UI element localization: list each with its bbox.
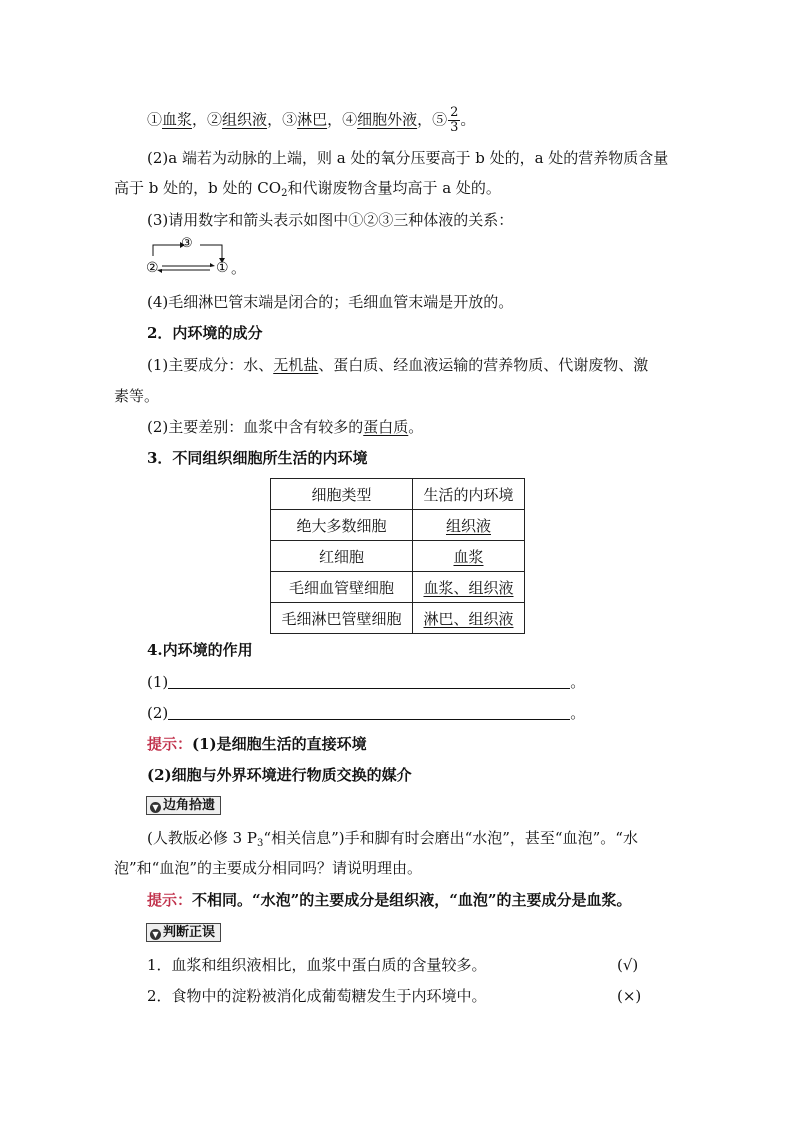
tag-label-extra: 边角拾遗 bbox=[163, 798, 216, 813]
table-header-cell: 生活的内环境 bbox=[413, 479, 525, 510]
question-text-a: (人教版必修 3 P bbox=[147, 829, 258, 847]
table-cell-environment bbox=[413, 541, 525, 572]
table-header-row bbox=[271, 479, 525, 510]
s2-p1-text-b: 、蛋白质、经血液运输的营养物质、代谢废物、激 bbox=[318, 356, 649, 374]
arrow-3-to-1 bbox=[200, 245, 222, 260]
hint-1-text: (1)是细胞生活的直接环境 bbox=[192, 735, 367, 753]
table-cell-cell-type: 绝大多数细胞 bbox=[271, 510, 413, 541]
item-2-text-a: 高于 b 处的，b 处的 CO bbox=[114, 179, 282, 197]
table-answer: 组织液 bbox=[445, 516, 491, 535]
answer-label: 提示： bbox=[147, 891, 193, 909]
hint-line-1 bbox=[147, 734, 367, 754]
blank-1-label: (1) bbox=[147, 673, 169, 691]
question-line-2: 泡”和“血泡”的主要成分相同吗？请说明理由。 bbox=[114, 859, 423, 877]
blank-2-label: (2) bbox=[147, 704, 169, 722]
table-cell-cell-type: 毛细淋巴管壁细胞 bbox=[271, 603, 413, 634]
diagram-node-2: ② bbox=[146, 260, 159, 276]
fraction bbox=[448, 106, 460, 135]
table-header-cell: 细胞类型 bbox=[271, 479, 413, 510]
tag-box-judge bbox=[146, 923, 221, 942]
table-row bbox=[271, 603, 525, 634]
answer-blood-plasma: 血浆 bbox=[162, 110, 193, 129]
question-line-1 bbox=[147, 828, 638, 854]
answer-line bbox=[147, 890, 632, 910]
table-row bbox=[271, 510, 525, 541]
answer-lymph: 淋巴 bbox=[297, 110, 328, 129]
judge-mark-1: (√) bbox=[617, 956, 639, 974]
item-3: (3)请用数字和箭头表示如图中①②③三种体液的关系： bbox=[147, 211, 514, 229]
blank-line-2 bbox=[147, 703, 585, 723]
diagram-node-1: ① bbox=[216, 260, 229, 276]
section-4-title: 4.内环境的作用 bbox=[147, 641, 253, 659]
page-subscript: 3 bbox=[257, 838, 264, 849]
table-row bbox=[271, 572, 525, 603]
item-2-line-1: (2)a 端若为动脉的上端，则 a 处的氧分压要高于 b 处的，a 处的营养物质含量 bbox=[147, 149, 669, 167]
judge-item-2: 2．食物中的淀粉被消化成葡萄糖发生于内环境中。 bbox=[147, 987, 487, 1005]
diagram-end: 。 bbox=[231, 259, 247, 277]
answer-extracellular-fluid: 细胞外液 bbox=[357, 110, 418, 129]
table-answer: 血浆、组织液 bbox=[423, 578, 514, 597]
answer-tissue-fluid: 组织液 bbox=[222, 110, 268, 129]
table-cell-cell-type: 红细胞 bbox=[271, 541, 413, 572]
num-1: ① bbox=[147, 110, 163, 129]
item-2-text-b: 和代谢废物含量均高于 a 处的。 bbox=[287, 179, 501, 197]
section-2-para-1 bbox=[147, 355, 648, 375]
table-cell-environment bbox=[413, 510, 525, 541]
section-2-para-2 bbox=[147, 417, 423, 437]
table-answer: 血浆 bbox=[453, 547, 484, 566]
s2-p2-text-b: 。 bbox=[408, 418, 424, 436]
item-4: (4)毛细淋巴管末端是闭合的；毛细血管末端是开放的。 bbox=[147, 293, 514, 311]
s2-p1-text-a: (1)主要成分：水、 bbox=[147, 356, 274, 374]
tag-label-judge: 判断正误 bbox=[163, 925, 216, 940]
fraction-denominator: 3 bbox=[450, 120, 459, 135]
chevron-down-icon: ▼ bbox=[150, 802, 161, 813]
num-4: ，④ bbox=[327, 110, 358, 129]
table-cell-environment bbox=[413, 603, 525, 634]
fill-blank-2 bbox=[168, 704, 570, 720]
blank-2-end: 。 bbox=[570, 704, 586, 722]
hint-label: 提示： bbox=[147, 735, 193, 753]
item-2-line-2 bbox=[114, 178, 501, 204]
num-2: ，② bbox=[192, 110, 223, 129]
chevron-down-icon: ▼ bbox=[150, 929, 161, 940]
tag-box-extra bbox=[146, 796, 221, 815]
blank-1-end: 。 bbox=[570, 673, 586, 691]
diagram-node-3: ③ bbox=[181, 236, 193, 251]
judge-mark-2: (×) bbox=[617, 987, 642, 1005]
table-row bbox=[271, 541, 525, 572]
co2-subscript: 2 bbox=[281, 188, 288, 199]
judge-item-1: 1．血浆和组织液相比，血浆中蛋白质的含量较多。 bbox=[147, 956, 487, 974]
fraction-numerator: 2 bbox=[450, 105, 459, 120]
hint-line-2: (2)细胞与外界环境进行物质交换的媒介 bbox=[147, 766, 412, 784]
blank-line-1 bbox=[147, 672, 585, 692]
section-3-title: 3．不同组织细胞所生活的内环境 bbox=[147, 449, 368, 467]
answer-line-1 bbox=[147, 106, 475, 135]
environment-table bbox=[270, 478, 525, 634]
section-2-para-1-cont: 素等。 bbox=[114, 387, 160, 405]
answer-text: 不相同。“水泡”的主要成分是组织液，“血泡”的主要成分是血浆。 bbox=[192, 891, 632, 909]
table-cell-environment bbox=[413, 572, 525, 603]
arrow-head-right bbox=[210, 263, 215, 267]
num-3: ，③ bbox=[267, 110, 298, 129]
table-answer: 淋巴、组织液 bbox=[423, 609, 514, 628]
answer-protein: 蛋白质 bbox=[363, 418, 409, 436]
section-2-title: 2．内环境的成分 bbox=[147, 324, 263, 342]
line-end: 。 bbox=[460, 110, 476, 129]
s2-p2-text-a: (2)主要差别：血浆中含有较多的 bbox=[147, 418, 364, 436]
answer-inorganic-salt: 无机盐 bbox=[273, 356, 319, 374]
fill-blank-1 bbox=[168, 673, 570, 689]
num-5: ，⑤ bbox=[417, 110, 448, 129]
arrow-2-to-3 bbox=[153, 245, 180, 256]
question-text-b: “相关信息”)手和脚有时会磨出“水泡”，甚至“血泡”。“水 bbox=[263, 829, 638, 847]
table-cell-cell-type: 毛细血管壁细胞 bbox=[271, 572, 413, 603]
